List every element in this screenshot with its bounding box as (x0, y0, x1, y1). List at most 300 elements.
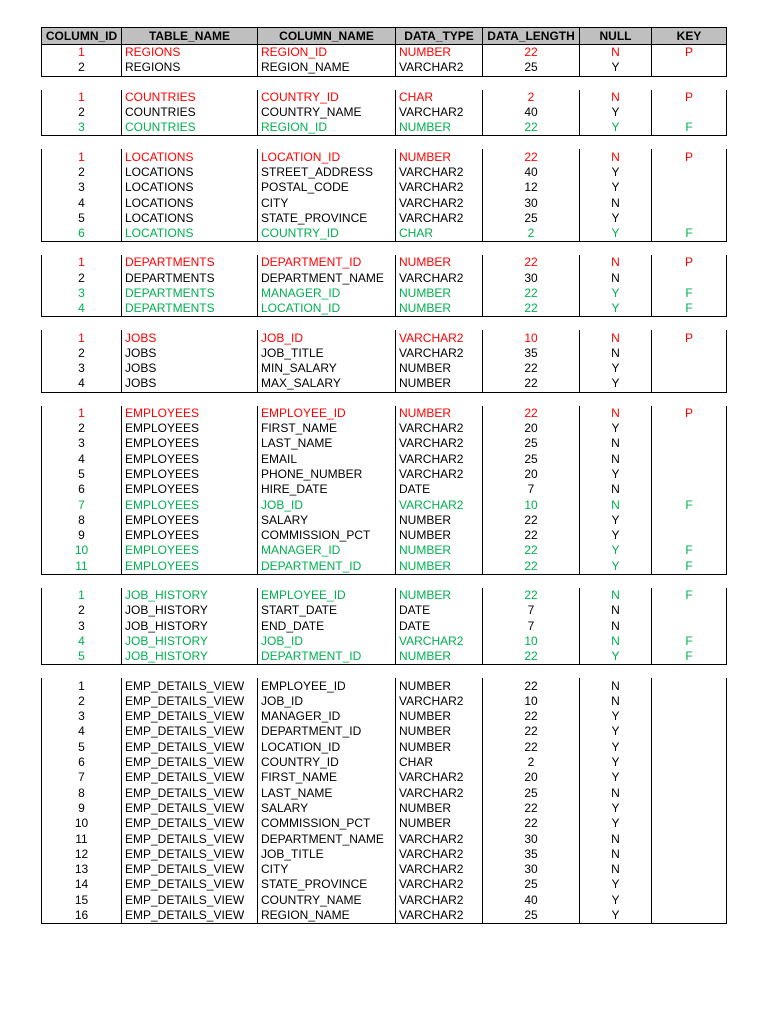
data-length-cell: 30 (483, 831, 580, 846)
data-length-cell: 22 (483, 255, 580, 270)
data-length-cell: 40 (483, 165, 580, 180)
key-cell (652, 60, 727, 76)
key-cell (652, 436, 727, 451)
data-length-cell: 10 (483, 634, 580, 649)
column-name-cell: DEPARTMENT_NAME (258, 831, 396, 846)
table-name-cell: EMPLOYEES (122, 452, 258, 467)
column-name-cell: JOB_ID (258, 634, 396, 649)
null-cell: N (580, 862, 652, 877)
null-cell: Y (580, 120, 652, 136)
data-type-cell: NUMBER (396, 801, 483, 816)
header-key: KEY (652, 28, 727, 45)
table-name-cell: EMPLOYEES (122, 497, 258, 512)
column-name-cell: MANAGER_ID (258, 709, 396, 724)
data-type-cell: NUMBER (396, 120, 483, 136)
key-cell (652, 165, 727, 180)
table-row (42, 816, 727, 831)
null-cell: Y (580, 60, 652, 76)
column-name-cell: JOB_TITLE (258, 847, 396, 862)
table-name-cell: LOCATIONS (122, 165, 258, 180)
data-length-cell: 2 (483, 90, 580, 105)
column-id-cell: 2 (42, 271, 122, 286)
key-cell: P (652, 255, 727, 270)
table-row (42, 421, 727, 436)
null-cell: N (580, 149, 652, 164)
table-row (42, 831, 727, 846)
null-cell: N (580, 785, 652, 800)
null-cell: Y (580, 559, 652, 575)
null-cell: N (580, 482, 652, 497)
table-name-cell: JOB_HISTORY (122, 603, 258, 618)
column-name-cell: REGION_ID (258, 45, 396, 60)
column-id-cell: 1 (42, 45, 122, 60)
table-row (42, 482, 727, 497)
column-id-cell: 1 (42, 588, 122, 603)
table-name-cell: EMPLOYEES (122, 528, 258, 543)
table-row (42, 801, 727, 816)
column-name-cell: COUNTRY_NAME (258, 893, 396, 908)
key-cell (652, 862, 727, 877)
table-row (42, 785, 727, 800)
key-cell (652, 105, 727, 120)
table-name-cell: LOCATIONS (122, 180, 258, 195)
table-group (41, 255, 727, 317)
null-cell: Y (580, 165, 652, 180)
null-cell: Y (580, 361, 652, 376)
data-type-cell: DATE (396, 619, 483, 634)
null-cell: N (580, 255, 652, 270)
key-cell: P (652, 45, 727, 60)
key-cell: F (652, 588, 727, 603)
table-group (41, 406, 727, 575)
table-name-cell: COUNTRIES (122, 105, 258, 120)
column-id-cell: 2 (42, 694, 122, 709)
data-type-cell: VARCHAR2 (396, 908, 483, 924)
table-name-cell: EMP_DETAILS_VIEW (122, 893, 258, 908)
column-name-cell: EMPLOYEE_ID (258, 406, 396, 421)
table-group (41, 45, 727, 77)
table-row (42, 195, 727, 210)
column-name-cell: DEPARTMENT_ID (258, 559, 396, 575)
column-id-cell: 2 (42, 603, 122, 618)
column-name-cell: FIRST_NAME (258, 770, 396, 785)
data-length-cell: 25 (483, 60, 580, 76)
null-cell: Y (580, 649, 652, 665)
data-type-cell: NUMBER (396, 543, 483, 558)
column-name-cell: COMMISSION_PCT (258, 528, 396, 543)
null-cell: Y (580, 180, 652, 195)
column-name-cell: EMAIL (258, 452, 396, 467)
column-id-cell: 3 (42, 436, 122, 451)
column-id-cell: 4 (42, 301, 122, 317)
table-name-cell: LOCATIONS (122, 226, 258, 242)
null-cell: N (580, 588, 652, 603)
table-name-cell: JOB_HISTORY (122, 619, 258, 634)
data-type-cell: VARCHAR2 (396, 877, 483, 892)
null-cell: N (580, 436, 652, 451)
data-length-cell: 22 (483, 709, 580, 724)
data-length-cell: 30 (483, 271, 580, 286)
data-length-cell: 22 (483, 120, 580, 136)
table-name-cell: EMP_DETAILS_VIEW (122, 709, 258, 724)
data-type-cell: NUMBER (396, 649, 483, 665)
table-name-cell: LOCATIONS (122, 195, 258, 210)
table-row (42, 271, 727, 286)
data-length-cell: 22 (483, 649, 580, 665)
null-cell: N (580, 90, 652, 105)
table-row (42, 740, 727, 755)
column-id-cell: 1 (42, 678, 122, 693)
column-name-cell: SALARY (258, 513, 396, 528)
data-length-cell: 25 (483, 211, 580, 226)
key-cell: F (652, 649, 727, 665)
null-cell: Y (580, 801, 652, 816)
data-length-cell: 22 (483, 740, 580, 755)
header-table-name: TABLE_NAME (122, 28, 258, 45)
table-name-cell: DEPARTMENTS (122, 301, 258, 317)
column-name-cell: DEPARTMENT_ID (258, 649, 396, 665)
table-name-cell: EMP_DETAILS_VIEW (122, 724, 258, 739)
null-cell: N (580, 452, 652, 467)
table-name-cell: EMPLOYEES (122, 467, 258, 482)
data-type-cell: DATE (396, 482, 483, 497)
data-type-cell: NUMBER (396, 740, 483, 755)
data-length-cell: 22 (483, 588, 580, 603)
table-name-cell: EMP_DETAILS_VIEW (122, 847, 258, 862)
table-row (42, 330, 727, 345)
null-cell: Y (580, 286, 652, 301)
data-length-cell: 20 (483, 770, 580, 785)
data-length-cell: 7 (483, 603, 580, 618)
header-column-name: COLUMN_NAME (258, 28, 396, 45)
column-id-cell: 2 (42, 105, 122, 120)
column-name-cell: FIRST_NAME (258, 421, 396, 436)
data-type-cell: VARCHAR2 (396, 893, 483, 908)
table-group (41, 90, 727, 137)
column-name-cell: REGION_NAME (258, 60, 396, 76)
key-cell: P (652, 90, 727, 105)
key-cell (652, 770, 727, 785)
data-length-cell: 22 (483, 45, 580, 60)
null-cell: Y (580, 543, 652, 558)
table-row (42, 467, 727, 482)
table-row (42, 513, 727, 528)
column-id-cell: 2 (42, 60, 122, 76)
table-row (42, 286, 727, 301)
key-cell (652, 678, 727, 693)
table-name-cell: JOBS (122, 376, 258, 392)
table-name-cell: EMP_DETAILS_VIEW (122, 862, 258, 877)
column-name-cell: JOB_ID (258, 497, 396, 512)
table-name-cell: EMPLOYEES (122, 513, 258, 528)
table-name-cell: LOCATIONS (122, 211, 258, 226)
column-id-cell: 9 (42, 528, 122, 543)
data-type-cell: NUMBER (396, 816, 483, 831)
column-name-cell: SALARY (258, 801, 396, 816)
key-cell: F (652, 543, 727, 558)
null-cell: Y (580, 724, 652, 739)
key-cell (652, 376, 727, 392)
data-length-cell: 25 (483, 436, 580, 451)
column-id-cell: 5 (42, 467, 122, 482)
data-length-cell: 7 (483, 619, 580, 634)
key-cell (652, 709, 727, 724)
key-cell: F (652, 286, 727, 301)
null-cell: Y (580, 816, 652, 831)
column-id-cell: 3 (42, 286, 122, 301)
null-cell: Y (580, 301, 652, 317)
data-length-cell: 22 (483, 543, 580, 558)
data-length-cell: 22 (483, 149, 580, 164)
key-cell (652, 816, 727, 831)
key-cell (652, 893, 727, 908)
data-length-cell: 22 (483, 301, 580, 317)
data-type-cell: NUMBER (396, 513, 483, 528)
data-type-cell: NUMBER (396, 376, 483, 392)
key-cell (652, 180, 727, 195)
null-cell: N (580, 603, 652, 618)
table-name-cell: LOCATIONS (122, 149, 258, 164)
table-name-cell: JOBS (122, 346, 258, 361)
data-type-cell: DATE (396, 603, 483, 618)
data-length-cell: 20 (483, 421, 580, 436)
data-length-cell: 22 (483, 724, 580, 739)
table-name-cell: EMP_DETAILS_VIEW (122, 755, 258, 770)
table-row (42, 619, 727, 634)
null-cell: N (580, 831, 652, 846)
table-row (42, 603, 727, 618)
table-row (42, 755, 727, 770)
data-type-cell: VARCHAR2 (396, 862, 483, 877)
key-cell (652, 877, 727, 892)
data-length-cell: 22 (483, 528, 580, 543)
table-name-cell: EMPLOYEES (122, 559, 258, 575)
table-name-cell: JOB_HISTORY (122, 634, 258, 649)
null-cell: Y (580, 376, 652, 392)
column-id-cell: 14 (42, 877, 122, 892)
null-cell: N (580, 406, 652, 421)
column-id-cell: 6 (42, 482, 122, 497)
column-name-cell: EMPLOYEE_ID (258, 678, 396, 693)
key-cell (652, 831, 727, 846)
column-id-cell: 4 (42, 724, 122, 739)
table-row (42, 908, 727, 924)
data-type-cell: VARCHAR2 (396, 452, 483, 467)
data-length-cell: 22 (483, 406, 580, 421)
table-name-cell: EMP_DETAILS_VIEW (122, 801, 258, 816)
null-cell: N (580, 634, 652, 649)
column-id-cell: 15 (42, 893, 122, 908)
table-name-cell: EMP_DETAILS_VIEW (122, 770, 258, 785)
table-row (42, 893, 727, 908)
data-type-cell: VARCHAR2 (396, 195, 483, 210)
table-row (42, 694, 727, 709)
table-name-cell: EMP_DETAILS_VIEW (122, 785, 258, 800)
data-length-cell: 22 (483, 678, 580, 693)
column-name-cell: CITY (258, 195, 396, 210)
column-name-cell: EMPLOYEE_ID (258, 588, 396, 603)
table-row (42, 452, 727, 467)
key-cell (652, 724, 727, 739)
key-cell: P (652, 149, 727, 164)
null-cell: Y (580, 740, 652, 755)
key-cell (652, 452, 727, 467)
data-length-cell: 2 (483, 755, 580, 770)
column-name-cell: DEPARTMENT_NAME (258, 271, 396, 286)
column-name-cell: PHONE_NUMBER (258, 467, 396, 482)
data-length-cell: 20 (483, 467, 580, 482)
key-cell: P (652, 330, 727, 345)
header-table (41, 27, 727, 45)
column-name-cell: COUNTRY_NAME (258, 105, 396, 120)
data-type-cell: VARCHAR2 (396, 330, 483, 345)
table-row (42, 180, 727, 195)
column-name-cell: JOB_ID (258, 694, 396, 709)
data-length-cell: 40 (483, 105, 580, 120)
key-cell (652, 482, 727, 497)
column-name-cell: DEPARTMENT_ID (258, 724, 396, 739)
column-id-cell: 6 (42, 226, 122, 242)
table-name-cell: JOB_HISTORY (122, 649, 258, 665)
data-length-cell: 35 (483, 346, 580, 361)
data-type-cell: VARCHAR2 (396, 634, 483, 649)
data-length-cell: 30 (483, 195, 580, 210)
key-cell (652, 211, 727, 226)
key-cell (652, 361, 727, 376)
data-type-cell: VARCHAR2 (396, 105, 483, 120)
table-name-cell: EMP_DETAILS_VIEW (122, 678, 258, 693)
data-type-cell: VARCHAR2 (396, 467, 483, 482)
table-name-cell: COUNTRIES (122, 90, 258, 105)
column-id-cell: 3 (42, 180, 122, 195)
schema-sheet (41, 27, 726, 924)
null-cell: Y (580, 105, 652, 120)
column-id-cell: 13 (42, 862, 122, 877)
table-row (42, 165, 727, 180)
null-cell: Y (580, 211, 652, 226)
key-cell (652, 421, 727, 436)
table-row (42, 634, 727, 649)
column-name-cell: STREET_ADDRESS (258, 165, 396, 180)
table-row (42, 559, 727, 575)
data-length-cell: 7 (483, 482, 580, 497)
column-id-cell: 4 (42, 195, 122, 210)
table-row (42, 60, 727, 76)
header-data-type: DATA_TYPE (396, 28, 483, 45)
data-type-cell: VARCHAR2 (396, 211, 483, 226)
data-type-cell: CHAR (396, 90, 483, 105)
null-cell: N (580, 847, 652, 862)
null-cell: N (580, 45, 652, 60)
null-cell: N (580, 330, 652, 345)
data-length-cell: 35 (483, 847, 580, 862)
column-id-cell: 3 (42, 120, 122, 136)
table-row (42, 120, 727, 136)
table-row (42, 255, 727, 270)
column-id-cell: 1 (42, 406, 122, 421)
column-id-cell: 3 (42, 361, 122, 376)
data-length-cell: 12 (483, 180, 580, 195)
table-row (42, 346, 727, 361)
table-name-cell: DEPARTMENTS (122, 255, 258, 270)
column-id-cell: 2 (42, 421, 122, 436)
data-length-cell: 40 (483, 893, 580, 908)
data-type-cell: VARCHAR2 (396, 497, 483, 512)
null-cell: Y (580, 877, 652, 892)
key-cell: F (652, 634, 727, 649)
data-type-cell: VARCHAR2 (396, 165, 483, 180)
table-name-cell: EMP_DETAILS_VIEW (122, 694, 258, 709)
column-id-cell: 1 (42, 330, 122, 345)
table-name-cell: EMPLOYEES (122, 421, 258, 436)
null-cell: Y (580, 908, 652, 924)
null-cell: N (580, 619, 652, 634)
data-length-cell: 25 (483, 908, 580, 924)
key-cell (652, 908, 727, 924)
column-name-cell: MIN_SALARY (258, 361, 396, 376)
column-name-cell: REGION_ID (258, 120, 396, 136)
key-cell (652, 467, 727, 482)
column-id-cell: 1 (42, 90, 122, 105)
column-id-cell: 5 (42, 740, 122, 755)
table-row (42, 226, 727, 242)
column-id-cell: 3 (42, 709, 122, 724)
column-name-cell: START_DATE (258, 603, 396, 618)
column-name-cell: COUNTRY_ID (258, 226, 396, 242)
data-length-cell: 2 (483, 226, 580, 242)
key-cell (652, 801, 727, 816)
column-name-cell: LAST_NAME (258, 785, 396, 800)
key-cell (652, 755, 727, 770)
table-row (42, 528, 727, 543)
column-name-cell: COMMISSION_PCT (258, 816, 396, 831)
column-id-cell: 2 (42, 346, 122, 361)
table-row (42, 406, 727, 421)
column-name-cell: CITY (258, 862, 396, 877)
data-type-cell: VARCHAR2 (396, 831, 483, 846)
data-type-cell: NUMBER (396, 724, 483, 739)
key-cell (652, 847, 727, 862)
column-name-cell: STATE_PROVINCE (258, 877, 396, 892)
column-name-cell: HIRE_DATE (258, 482, 396, 497)
data-type-cell: CHAR (396, 755, 483, 770)
table-name-cell: EMPLOYEES (122, 543, 258, 558)
column-id-cell: 9 (42, 801, 122, 816)
table-name-cell: DEPARTMENTS (122, 286, 258, 301)
null-cell: N (580, 195, 652, 210)
table-group (41, 678, 727, 924)
table-group (41, 330, 727, 392)
table-group (41, 149, 727, 242)
data-length-cell: 10 (483, 694, 580, 709)
table-row (42, 149, 727, 164)
table-row (42, 105, 727, 120)
key-cell (652, 513, 727, 528)
column-name-cell: COUNTRY_ID (258, 90, 396, 105)
data-type-cell: NUMBER (396, 361, 483, 376)
data-length-cell: 30 (483, 862, 580, 877)
key-cell: F (652, 559, 727, 575)
column-id-cell: 5 (42, 649, 122, 665)
data-type-cell: VARCHAR2 (396, 421, 483, 436)
column-name-cell: DEPARTMENT_ID (258, 255, 396, 270)
null-cell: Y (580, 421, 652, 436)
table-row (42, 588, 727, 603)
table-row (42, 862, 727, 877)
column-id-cell: 4 (42, 634, 122, 649)
header-row (42, 28, 727, 45)
null-cell: Y (580, 467, 652, 482)
